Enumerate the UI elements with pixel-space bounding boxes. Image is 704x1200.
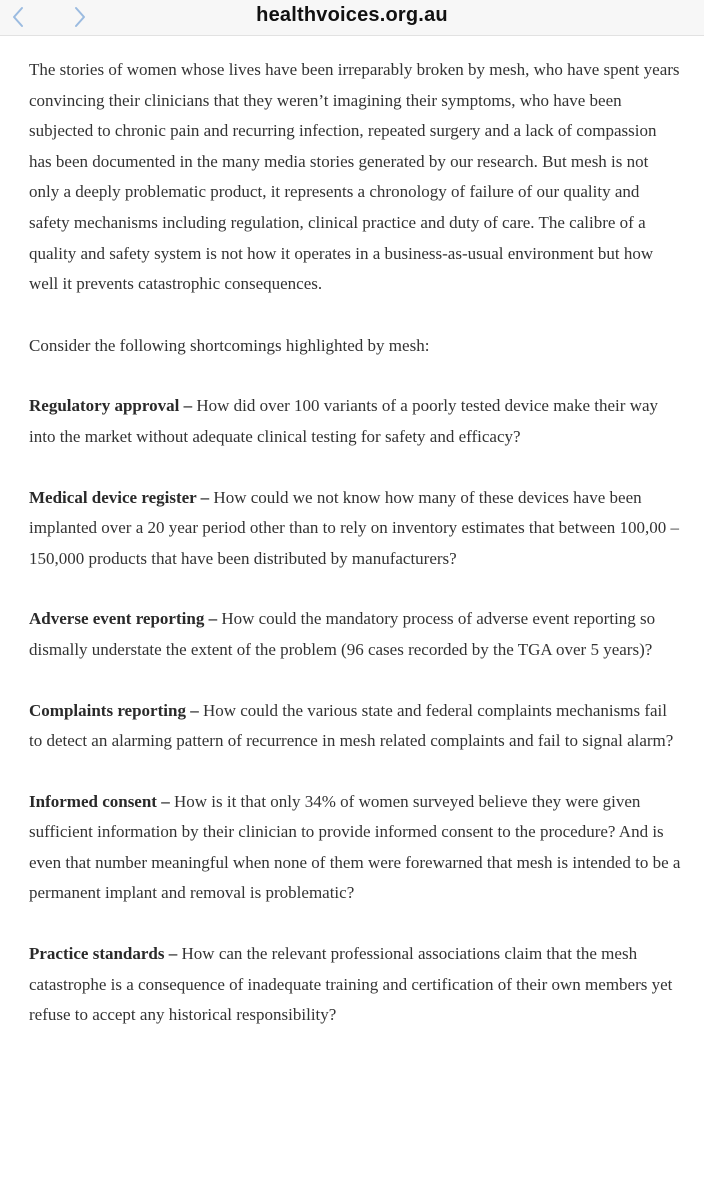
list-item bbox=[29, 604, 681, 665]
item-term: Regulatory approval – bbox=[29, 396, 193, 416]
item-term: Complaints reporting – bbox=[29, 700, 199, 720]
item-term: Medical device register – bbox=[29, 487, 210, 507]
item-text: How is it that only 34% of women surveyed believe they were given sufficient information by their clinician to provide informed consent to the procedure? And is even that number meaningful when none of them were forewarned that mesh is intended to be a permanent implant and removal is problematic? bbox=[29, 791, 681, 903]
intro-paragraph: The stories of women whose lives have been irreparably broken by mesh, who have spent years convincing their clinicians that they weren’t imagining their symptoms, who have been subjected to chronic pain and recurring infection, repeated surgery and a lack of compassion has been documented in the many media stories generated by our research. But mesh is not only a deeply problematic product, it represents a chronology of failure of our quality and safety mechanisms including regulation, clinical practice and duty of care. The calibre of a quality and safety system is not how it operates in a business-as-usual environment but how well it prevents catastrophic consequences. bbox=[29, 60, 680, 294]
browser-toolbar bbox=[0, 0, 704, 36]
item-term: Informed consent – bbox=[29, 791, 170, 811]
list-item bbox=[29, 696, 681, 757]
url-bar[interactable]: healthvoices.org.au bbox=[256, 4, 448, 26]
list-item bbox=[29, 787, 681, 909]
item-term: Practice standards – bbox=[29, 944, 178, 964]
list-item bbox=[29, 391, 681, 452]
item-text: How could the various state and federal complaints mechanisms fail to detect an alarming pattern of recurrence in mesh related complaints and fail to signal alarm? bbox=[29, 700, 674, 751]
item-text: How could we not know how many of these devices have been implanted over a 20 year period other than to rely on inventory estimates that between 100,00 – 150,000 products that have been distributed by manufacturers? bbox=[29, 487, 680, 568]
item-text: How did over 100 variants of a poorly tested device make their way into the market without adequate clinical testing for safety and efficacy? bbox=[29, 396, 659, 446]
item-text: How can the relevant professional associations claim that the mesh catastrophe is a consequence of inadequate training and certification of their own members yet refuse to accept any historical responsibility? bbox=[29, 944, 673, 1025]
lead-paragraph: Consider the following shortcomings highlighted by mesh: bbox=[29, 335, 430, 355]
list-item bbox=[29, 939, 681, 1031]
article-body bbox=[29, 55, 681, 1061]
item-text: How could the mandatory process of adverse event reporting so dismally understate the extent of the problem (96 cases recorded by the TGA over 5 years)? bbox=[29, 609, 656, 659]
item-term: Adverse event reporting – bbox=[29, 609, 218, 629]
list-item bbox=[29, 483, 681, 575]
